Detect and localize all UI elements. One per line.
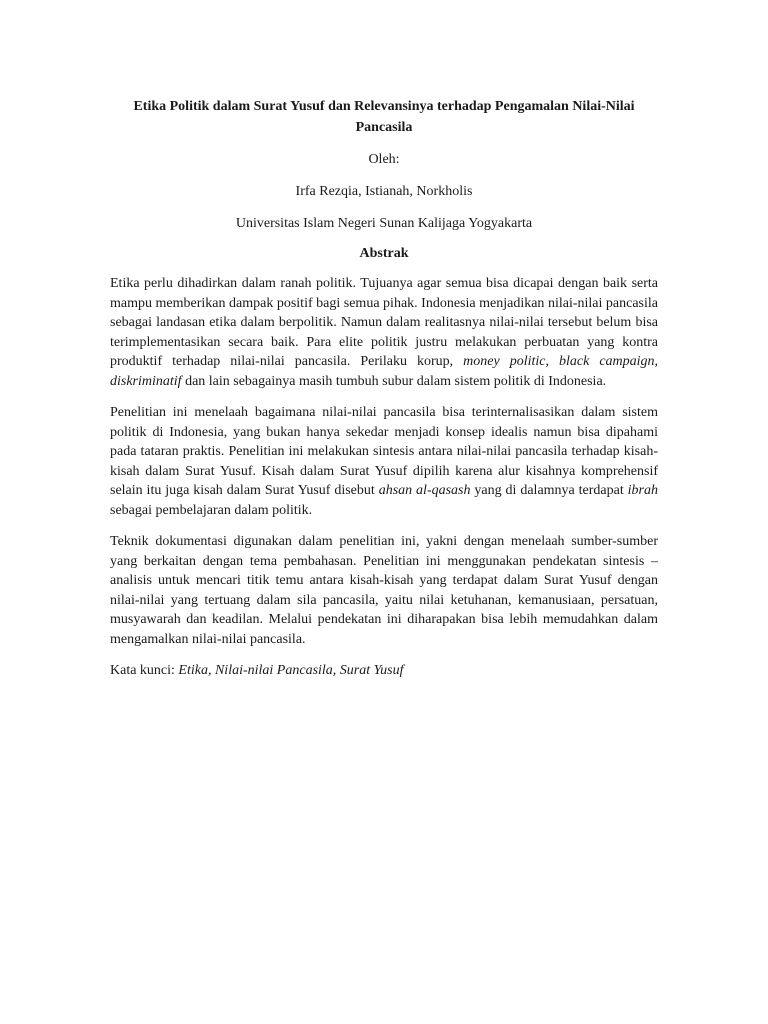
italic-term: black campaign, diskriminatif xyxy=(110,354,659,389)
paragraph-text: Etika perlu dihadirkan dalam ranah politik. Tujuanya agar semua bisa dicapai dengan baik serta mampu memberikan dampak positif bagi semua pihak. Indonesia menjadikan nilai-nilai pancasila sebagai landasan etika dalam berpolitik. Namun dalam realitasnya nilai-nilai tersebut belum bisa terimplementasikan secara baik. Para elite politik justru melakukan perbuatan yang kontra produktif terhadap nilai-nilai pancasila. Perilaku korup, xyxy=(110,276,658,369)
keywords xyxy=(110,661,658,681)
paragraph-text: , xyxy=(545,354,559,369)
italic-term: ahsan al-qasash xyxy=(378,483,471,498)
paragraph-text: Penelitian ini menelaah bagaimana nilai-nilai pancasila bisa terinternalisasikan dalam sistem politik di Indonesia, yang bukan hanya sekedar menjadi konsep idealis namun bisa dipahami pada tataran praktis. Penelitian ini melakukan sintesis antara nilai-nilai pancasila terhadap kisah-kisah dalam Surat Yusuf. Kisah dalam Surat Yusuf dipilih karena alur kisahnya komprehensif selain itu juga kisah dalam Surat Yusuf disebut xyxy=(110,405,658,498)
abstract-heading: Abstrak xyxy=(359,246,409,261)
abstract-paragraph-3: Teknik dokumentasi digunakan dalam penelitian ini, yakni dengan menelaah sumber-sumber yang berkaitan dengan tema pembahasan. Penelitian ini menggunakan pendekatan sintesis – analisis untuk mencari titik temu antara kisah-kisah yang terdapat dalam Surat Yusuf dengan nilai-nilai yang tertuang dalam sila pancasila, yaitu nilai ketuhanan, kemanusiaan, persatuan, musyawarah dan keadilan. Melalui pendekatan ini diharapakan bisa lebih memudahkan dalam mengamalkan nilai-nilai pancasila. xyxy=(110,534,658,647)
abstract-paragraph-2 xyxy=(110,403,658,520)
italic-term: money politic xyxy=(463,354,546,369)
paragraph-text: dan lain sebagainya masih tumbuh subur dalam sistem politik di Indonesia. xyxy=(181,373,607,389)
keywords-label: Kata kunci: xyxy=(110,663,179,678)
authors: Irfa Rezqia, Istianah, Norkholis xyxy=(295,184,473,199)
document-content xyxy=(110,96,658,681)
keywords-value: Etika, Nilai-nilai Pancasila, Surat Yusuf xyxy=(178,663,404,678)
affiliation: Universitas Islam Negeri Sunan Kalijaga Yogyakarta xyxy=(235,216,533,231)
by-label: Oleh: xyxy=(368,152,400,167)
paragraph-text: sebagai pembelajaran dalam politik. xyxy=(110,502,313,518)
paper-title: Etika Politik dalam Surat Yusuf dan Relevansinya terhadap Pengamalan Nilai-Nilai Pancasila xyxy=(133,99,635,135)
abstract-paragraph-1 xyxy=(110,274,658,391)
italic-term: ibrah xyxy=(627,483,658,498)
paragraph-text: yang di dalamnya terdapat xyxy=(470,483,628,498)
